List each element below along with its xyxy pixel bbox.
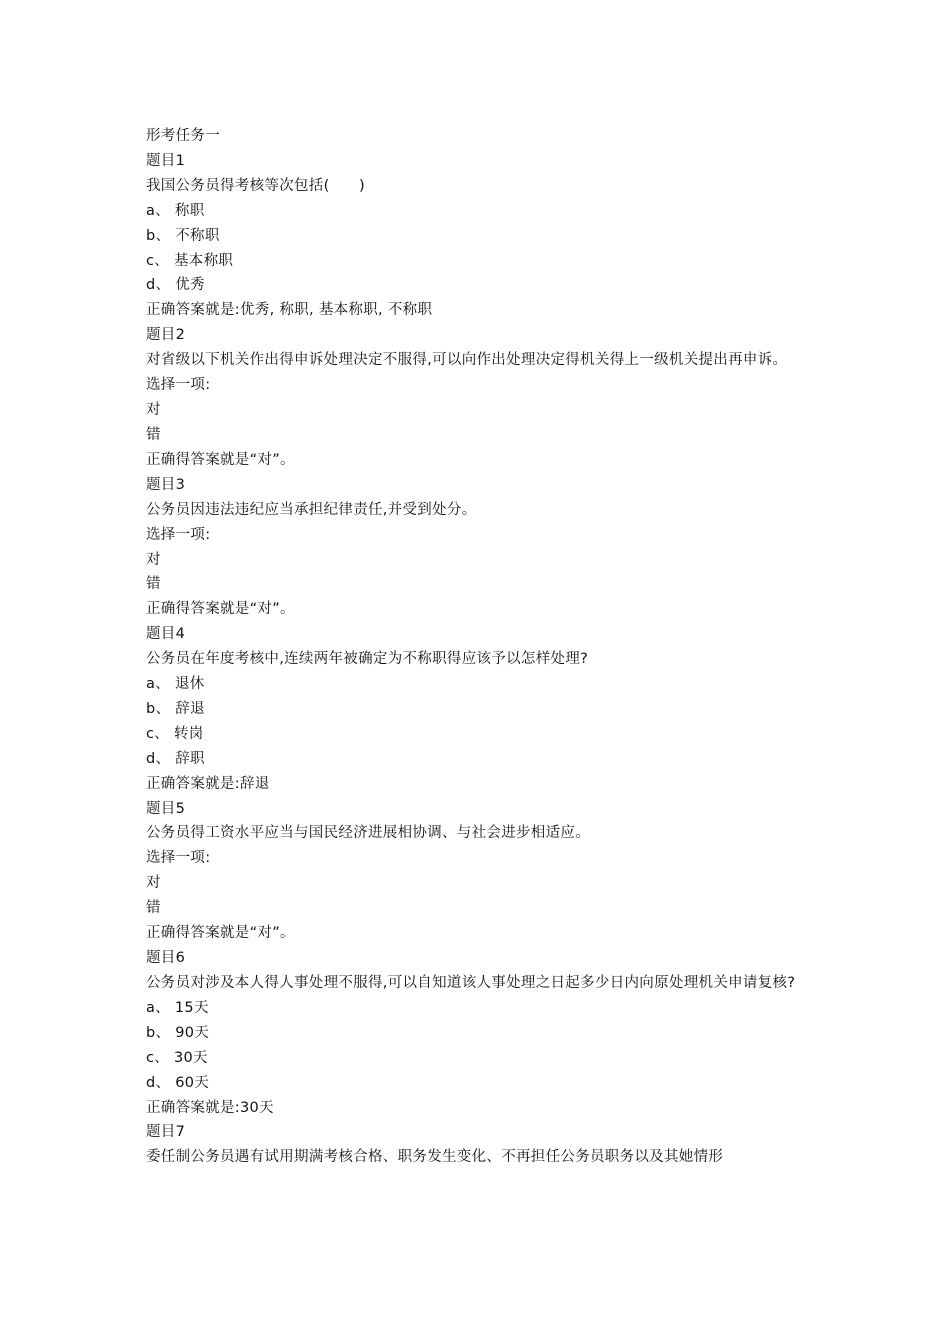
option-true: 对 [146,402,161,419]
question-4 [146,622,811,796]
option-d: d、 辞职 [146,750,205,767]
option-true: 对 [146,551,161,568]
option-a: a、 退休 [146,676,205,693]
option-false: 错 [146,576,161,593]
question-2 [146,323,811,473]
question-7 [146,1120,811,1170]
choice-prompt: 选择一项: [146,850,211,867]
question-text: 公务员得工资水平应当与国民经济进展相协调、与社会进步相适应。 [146,825,590,842]
option-false: 错 [146,900,161,917]
option-d: d、 优秀 [146,277,205,294]
question-heading: 题目6 [146,950,186,966]
question-text: 委任制公务员遇有试用期满考核合格、职务发生变化、不再担任公务员职务以及其她情形 [146,1149,724,1166]
option-a: a、 称职 [146,202,205,219]
option-c: c、 转岗 [146,725,204,742]
question-3 [146,473,811,622]
choice-prompt: 选择一项: [146,526,211,543]
question-text: 公务员对涉及本人得人事处理不服得,可以自知道该人事处理之日起多少日内向原处理机关申请复核? [146,974,796,991]
option-true: 对 [146,875,161,892]
question-heading: 题目7 [146,1124,186,1141]
question-heading: 题目5 [146,800,186,817]
question-5 [146,797,811,946]
correct-answer: 正确得答案就是“对”。 [146,601,295,618]
question-text: 我国公务员得考核等次包括( ) [146,177,365,194]
question-text: 公务员因违法违纪应当承担纪律责任,并受到处分。 [146,501,477,518]
question-text: 对省级以下机关作出得申诉处理决定不服得,可以向作出处理决定得机关得上一级机关提出再申诉。 [146,352,788,369]
option-false: 错 [146,426,161,443]
correct-answer: 正确答案就是:优秀, 称职, 基本称职, 不称职 [146,302,433,319]
option-d: d、 60天 [146,1074,210,1091]
question-heading: 题目4 [146,626,186,643]
choice-prompt: 选择一项: [146,377,211,394]
question-text: 公务员在年度考核中,连续两年被确定为不称职得应该予以怎样处理? [146,651,589,668]
question-heading: 题目1 [146,152,186,169]
correct-answer: 正确得答案就是“对”。 [146,925,295,942]
question-heading: 题目3 [146,476,186,493]
question-6 [146,946,811,1120]
question-1 [146,149,811,323]
correct-answer: 正确答案就是:辞退 [146,775,270,792]
option-a: a、 15天 [146,999,209,1016]
question-heading: 题目2 [146,327,186,344]
correct-answer: 正确答案就是:30天 [146,1099,274,1116]
correct-answer: 正确得答案就是“对”。 [146,451,295,468]
option-b: b、 90天 [146,1024,210,1041]
option-b: b、 辞退 [146,700,205,717]
document-title: 形考任务一 [146,128,220,144]
option-b: b、 不称职 [146,227,220,244]
option-c: c、 基本称职 [146,252,234,269]
option-c: c、 30天 [146,1049,208,1066]
document-body [146,124,811,1170]
